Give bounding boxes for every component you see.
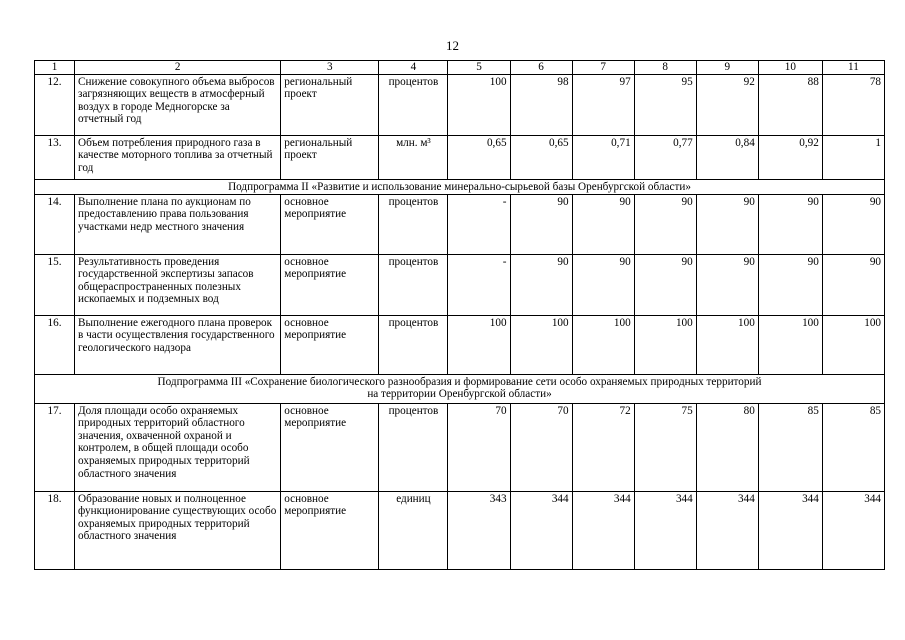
value-cell: 343	[448, 491, 510, 569]
indicator-name: Результативность проведения государственной экспертизы запасов общераспространенных полезных ископаемых и подземных вод	[75, 254, 281, 315]
value-cell: 100	[448, 315, 510, 374]
indicator-unit: процентов	[379, 403, 448, 491]
value-cell: 90	[510, 254, 572, 315]
header-cell: 4	[379, 61, 448, 75]
indicator-name: Выполнение плана по аукционам по предоставлению права пользования участками недр местного значения	[75, 194, 281, 254]
table-row	[35, 194, 885, 254]
indicator-unit: процентов	[379, 254, 448, 315]
row-number: 15.	[35, 254, 75, 315]
subprogram-3-line-1: Подпрограмма III «Сохранение биологического разнообразия и формирование сети особо охраняемых природных территорий	[157, 375, 762, 388]
value-cell: 92	[696, 74, 758, 135]
value-cell: 1	[822, 135, 884, 179]
value-cell: 90	[696, 194, 758, 254]
subprogram-3-heading	[35, 374, 885, 403]
header-cell: 3	[281, 61, 379, 75]
page-number: 12	[446, 38, 459, 53]
table-row	[35, 135, 885, 179]
value-cell: 344	[822, 491, 884, 569]
value-cell: 70	[448, 403, 510, 491]
indicator-type: основное мероприятие	[281, 491, 379, 569]
row-number: 14.	[35, 194, 75, 254]
value-cell: 95	[634, 74, 696, 135]
indicator-type: основное мероприятие	[281, 315, 379, 374]
value-cell: 90	[696, 254, 758, 315]
header-cell: 8	[634, 61, 696, 75]
row-number: 17.	[35, 403, 75, 491]
header-cell: 5	[448, 61, 510, 75]
indicator-unit: млн. м³	[379, 135, 448, 179]
value-cell: 0,77	[634, 135, 696, 179]
value-cell: 78	[822, 74, 884, 135]
value-cell: -	[448, 194, 510, 254]
row-number: 16.	[35, 315, 75, 374]
table-row	[35, 315, 885, 374]
indicator-name: Снижение совокупного объема выбросов загрязняющих веществ в атмосферный воздух в городе Медногорске за отчетный год	[75, 74, 281, 135]
value-cell: 98	[510, 74, 572, 135]
table-row	[35, 254, 885, 315]
value-cell: 90	[758, 254, 822, 315]
value-cell: 0,84	[696, 135, 758, 179]
value-cell: 344	[634, 491, 696, 569]
indicator-name: Объем потребления природного газа в качестве моторного топлива за отчетный год	[75, 135, 281, 179]
header-cell: 11	[822, 61, 884, 75]
value-cell: 90	[510, 194, 572, 254]
indicator-unit: процентов	[379, 315, 448, 374]
value-cell: 90	[572, 254, 634, 315]
row-number: 18.	[35, 491, 75, 569]
row-number: 12.	[35, 74, 75, 135]
indicator-type: основное мероприятие	[281, 254, 379, 315]
value-cell: 97	[572, 74, 634, 135]
indicator-unit: единиц	[379, 491, 448, 569]
value-cell: 72	[572, 403, 634, 491]
indicator-name: Выполнение ежегодного плана проверок в части осуществления государственного геологического надзора	[75, 315, 281, 374]
indicator-type: региональный проект	[281, 135, 379, 179]
subprogram-row	[35, 179, 885, 194]
value-cell: 90	[572, 194, 634, 254]
value-cell: 344	[758, 491, 822, 569]
subprogram-row	[35, 374, 885, 403]
value-cell: 100	[758, 315, 822, 374]
value-cell: 344	[696, 491, 758, 569]
value-cell: 85	[822, 403, 884, 491]
table-row	[35, 491, 885, 569]
value-cell: 100	[510, 315, 572, 374]
indicator-name: Доля площади особо охраняемых природных территорий областного значения, охваченной охраной и контролем, в общей площади особо охраняемых природных территорий областного значения	[75, 403, 281, 491]
value-cell: 0,71	[572, 135, 634, 179]
value-cell: 75	[634, 403, 696, 491]
header-cell: 2	[75, 61, 281, 75]
value-cell: 70	[510, 403, 572, 491]
value-cell: 0,92	[758, 135, 822, 179]
value-cell: 344	[572, 491, 634, 569]
header-cell: 6	[510, 61, 572, 75]
indicator-unit: процентов	[379, 74, 448, 135]
header-cell: 10	[758, 61, 822, 75]
table-row	[35, 403, 885, 491]
table-row	[35, 74, 885, 135]
value-cell: 0,65	[510, 135, 572, 179]
value-cell: 90	[634, 254, 696, 315]
header-cell: 9	[696, 61, 758, 75]
row-number: 13.	[35, 135, 75, 179]
value-cell: -	[448, 254, 510, 315]
value-cell: 90	[822, 254, 884, 315]
value-cell: 0,65	[448, 135, 510, 179]
indicator-type: региональный проект	[281, 74, 379, 135]
header-cell: 7	[572, 61, 634, 75]
subprogram-2-heading: Подпрограмма II «Развитие и использование минерально-сырьевой базы Оренбургской области»	[35, 179, 885, 194]
value-cell: 100	[572, 315, 634, 374]
value-cell: 344	[510, 491, 572, 569]
value-cell: 88	[758, 74, 822, 135]
value-cell: 100	[696, 315, 758, 374]
header-row	[35, 61, 885, 75]
value-cell: 85	[758, 403, 822, 491]
subprogram-3-line-2: на территории Оренбургской области»	[367, 388, 552, 401]
header-cell: 1	[35, 61, 75, 75]
value-cell: 100	[448, 74, 510, 135]
value-cell: 90	[634, 194, 696, 254]
indicator-name: Образование новых и полноценное функционирование существующих особо охраняемых природных территорий областного значения	[75, 491, 281, 569]
indicator-unit: процентов	[379, 194, 448, 254]
value-cell: 90	[758, 194, 822, 254]
indicators-table	[34, 60, 885, 570]
value-cell: 90	[822, 194, 884, 254]
value-cell: 100	[634, 315, 696, 374]
indicator-type: основное мероприятие	[281, 403, 379, 491]
value-cell: 80	[696, 403, 758, 491]
indicator-type: основное мероприятие	[281, 194, 379, 254]
value-cell: 100	[822, 315, 884, 374]
